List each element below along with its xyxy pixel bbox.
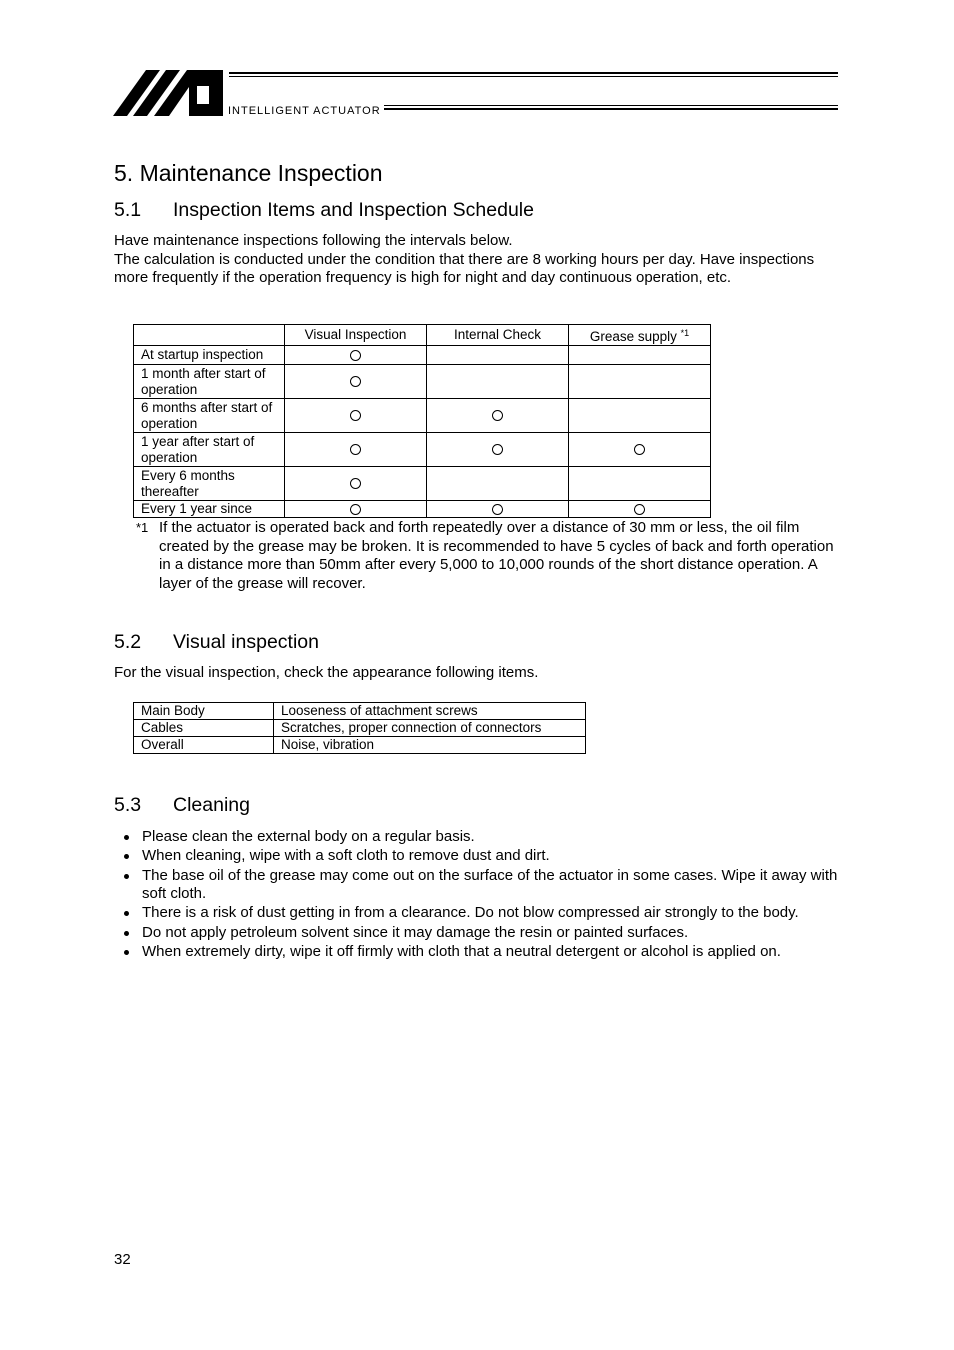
bullet-icon (124, 835, 129, 840)
section-heading-5-2 (114, 631, 319, 654)
inspection-item: Main Body (134, 703, 274, 720)
section-title: Visual inspection (173, 631, 319, 653)
table-row (134, 720, 586, 737)
row-label: 1 year after start of operation (134, 433, 285, 467)
circle-mark-icon (350, 444, 361, 455)
footnote-mark: *1 (136, 520, 149, 535)
cleaning-list (114, 828, 849, 962)
section-heading-5-3 (114, 794, 250, 817)
section-number: 5.3 (114, 794, 142, 816)
section-heading-5-1 (114, 199, 534, 222)
section-title: Cleaning (173, 794, 250, 816)
mark-cell (285, 433, 427, 467)
header-cell (569, 325, 711, 346)
table-row (134, 467, 711, 501)
circle-mark-icon (492, 410, 503, 421)
mark-cell (285, 501, 427, 518)
page-number: 32 (114, 1251, 131, 1268)
mark-cell (569, 433, 711, 467)
circle-mark-icon (350, 478, 361, 489)
chapter-title: 5. Maintenance Inspection (114, 160, 383, 186)
list-item-text: When cleaning, wipe with a soft cloth to remove dust and dirt. (142, 847, 550, 865)
table-row (134, 365, 711, 399)
row-label: 6 months after start of operation (134, 399, 285, 433)
bullet-icon (124, 931, 129, 936)
mark-cell (427, 433, 569, 467)
table-row (134, 703, 586, 720)
table-row (134, 346, 711, 365)
circle-mark-icon (350, 376, 361, 387)
list-item-text: Do not apply petroleum solvent since it may damage the resin or painted surfaces. (142, 923, 689, 941)
circle-mark-icon (350, 504, 361, 515)
intro-line: Have maintenance inspections following the intervals below. (114, 232, 513, 249)
inspection-check: Looseness of attachment screws (274, 703, 586, 720)
row-label: Every 6 months thereafter (134, 467, 285, 501)
mark-cell (285, 467, 427, 501)
bullet-icon (124, 911, 129, 916)
table-row (134, 737, 586, 754)
iai-logo-icon (113, 68, 225, 123)
row-label: At startup inspection (134, 346, 285, 365)
list-item-text: When extremely dirty, wipe it off firmly with cloth that a neutral detergent or alcohol is applied on. (142, 942, 781, 960)
circle-mark-icon (492, 444, 503, 455)
header-rule-bottom (384, 105, 838, 106)
mark-cell (569, 365, 711, 399)
table-header-row (134, 325, 711, 346)
table-row (134, 501, 711, 518)
circle-mark-icon (350, 350, 361, 361)
mark-cell (569, 346, 711, 365)
circle-mark-icon (634, 504, 645, 515)
list-item (114, 943, 849, 962)
header-cell: Internal Check (427, 325, 569, 346)
row-label: Every 1 year since (134, 501, 285, 518)
row-label: 1 month after start of operation (134, 365, 285, 399)
mark-cell (285, 399, 427, 433)
inspection-check: Scratches, proper connection of connectors (274, 720, 586, 737)
section-title: Inspection Items and Inspection Schedule (173, 199, 534, 221)
footnote (136, 519, 846, 593)
list-item (114, 904, 849, 923)
header-rule-top-2 (229, 76, 838, 77)
list-item-text: There is a risk of dust getting in from a clearance. Do not blow compressed air strongly to the body. (142, 904, 799, 922)
mark-cell (569, 467, 711, 501)
mark-cell (427, 501, 569, 518)
circle-mark-icon (492, 504, 503, 515)
mark-cell (569, 399, 711, 433)
inspection-check: Noise, vibration (274, 737, 586, 754)
intro-line: The calculation is conducted under the condition that there are 8 working hours per day. Have inspections more frequently if the operation frequency is high for night and day continuous operation, etc. (114, 250, 815, 286)
header-rule-top (229, 72, 838, 74)
list-item (114, 847, 849, 866)
brand-name: INTELLIGENT ACTUATOR (228, 105, 381, 117)
header-label: Grease supply (589, 329, 677, 344)
visual-inspection-table (133, 702, 586, 754)
circle-mark-icon (634, 444, 645, 455)
inspection-item: Overall (134, 737, 274, 754)
mark-cell (427, 346, 569, 365)
inspection-item: Cables (134, 720, 274, 737)
section-intro: For the visual inspection, check the appearance following items. (114, 664, 539, 681)
bullet-icon (124, 874, 129, 879)
section-number: 5.2 (114, 631, 142, 653)
mark-cell (427, 467, 569, 501)
list-item (114, 867, 849, 904)
list-item-text: The base oil of the grease may come out on the surface of the actuator in some cases. Wipe it away with soft cloth. (142, 866, 838, 903)
mark-cell (427, 365, 569, 399)
mark-cell (427, 399, 569, 433)
section-number: 5.1 (114, 199, 142, 221)
header-cell: Visual Inspection (285, 325, 427, 346)
mark-cell (285, 346, 427, 365)
bullet-icon (124, 854, 129, 859)
table-row (134, 433, 711, 467)
section-intro (114, 232, 844, 288)
header-cell (134, 325, 285, 346)
list-item (114, 828, 849, 847)
table-row (134, 399, 711, 433)
list-item-text: Please clean the external body on a regular basis. (142, 828, 475, 845)
footnote-ref: *1 (680, 328, 690, 338)
bullet-icon (124, 950, 129, 955)
mark-cell (285, 365, 427, 399)
inspection-schedule-table (133, 324, 711, 518)
footnote-text: If the actuator is operated back and forth repeatedly over a distance of 30 mm or less, the oil film created by the grease may be broken. It is recommended to have 5 cycles of back and forth operation in a distance more than 50mm after every 5,000 to 10,000 rounds of the short distance operation. A layer of the grease will recover. (159, 519, 834, 592)
mark-cell (569, 501, 711, 518)
list-item (114, 924, 849, 943)
circle-mark-icon (350, 410, 361, 421)
header-rule-bottom-2 (384, 108, 838, 110)
